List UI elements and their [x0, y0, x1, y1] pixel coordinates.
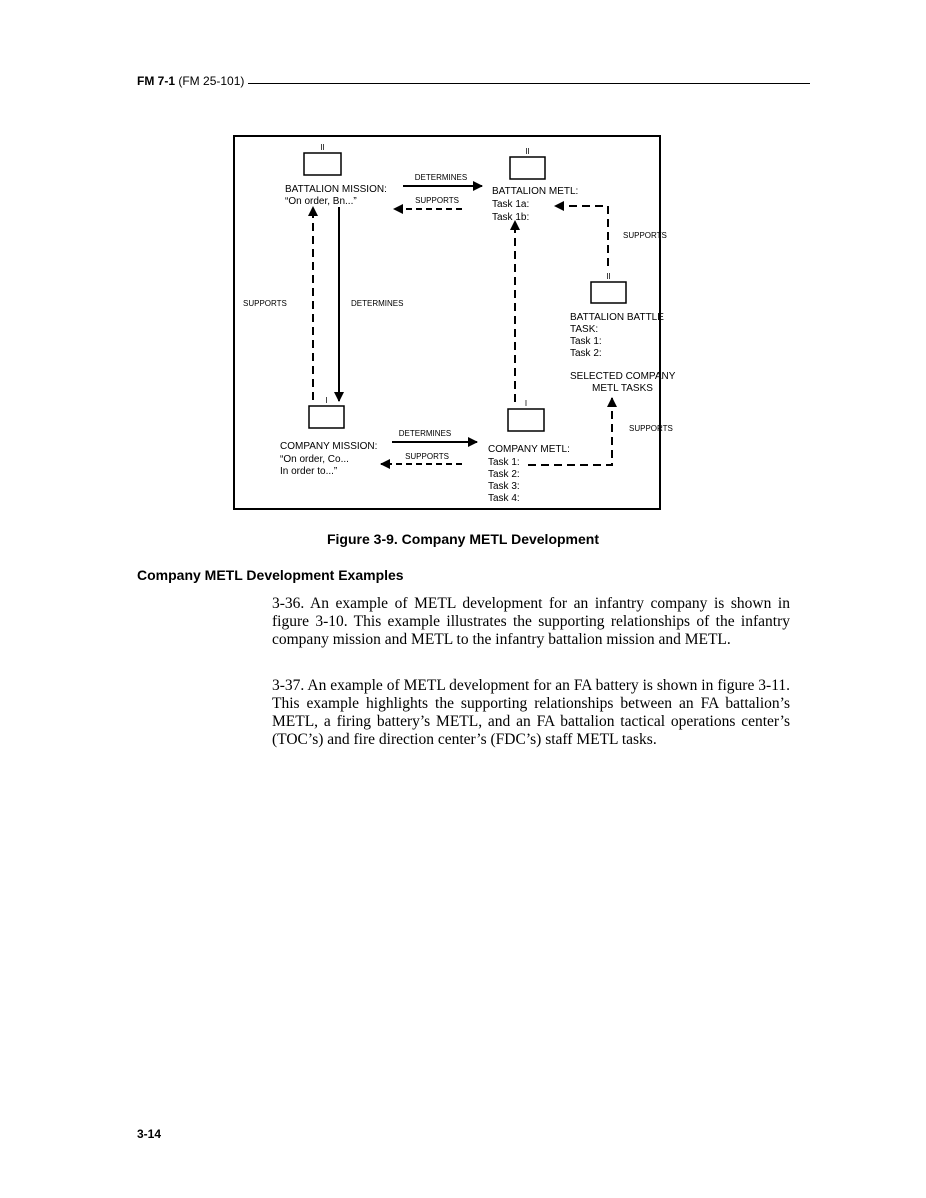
paragraph-3-37: 3-37. An example of METL development for an FA battery is shown in figure 3-11. This example highlights the supporting relationships between an FA battalion’s METL, a firing battery’s METL, and an FA battalion tactical operations center’s (TOC’s) and fire direction center’s (FDC’s) staff METL tasks.	[272, 677, 790, 748]
arrow-supports-battle-task	[555, 206, 608, 266]
battalion-metl-title: BATTALION METL:	[492, 186, 579, 197]
battalion-metl-task-1b: Task 1b:	[492, 212, 530, 223]
battalion-battle-task-title-2: TASK:	[570, 324, 599, 335]
label-supports-right-top: SUPPORTS	[623, 231, 667, 240]
company-metl-task-2: Task 2:	[488, 469, 520, 480]
header-doc-alt: (FM 25-101)	[178, 74, 245, 88]
metl-diagram	[233, 135, 676, 510]
battalion-metl-task-1a: Task 1a:	[492, 199, 530, 210]
header-doc-id: FM 7-1	[137, 74, 176, 88]
label-determines-left: DETERMINES	[351, 299, 404, 308]
company-metl-task-3: Task 3:	[488, 481, 520, 492]
running-header	[137, 72, 810, 92]
company-metl-task-1: Task 1:	[488, 457, 520, 468]
paragraph-3-36: 3-36. An example of METL development for an infantry company is shown in figure 3-10. This example illustrates the supporting relationships of the infantry company mission and METL to the infantry battalion mission and METL.	[272, 595, 790, 648]
company-metl-title: COMPANY METL:	[488, 444, 570, 455]
battalion-mission-title: BATTALION MISSION:	[285, 184, 387, 195]
label-supports-top: SUPPORTS	[415, 196, 459, 205]
company-mission-line-2: In order to...”	[280, 466, 338, 477]
selected-company-metl-line-1: SELECTED COMPANY	[570, 371, 676, 382]
company-metl-task-4: Task 4:	[488, 493, 520, 504]
selected-company-metl-line-2: METL TASKS	[592, 383, 653, 394]
battalion-echelon-mark: II	[320, 143, 325, 152]
label-determines-top: DETERMINES	[414, 173, 468, 182]
figure-3-9	[233, 135, 676, 510]
header-title	[137, 74, 248, 88]
battalion-battle-task-2: Task 2:	[570, 348, 602, 359]
battalion-metl-unit-symbol	[510, 147, 545, 179]
section-heading: Company METL Development Examples	[137, 567, 404, 583]
page-number: 3-14	[137, 1127, 162, 1141]
label-supports-right-bottom: SUPPORTS	[629, 424, 673, 433]
battalion-battle-task-1: Task 1:	[570, 336, 602, 347]
company-mission-title: COMPANY MISSION:	[280, 441, 378, 452]
figure-caption: Figure 3-9. Company METL Development	[326, 531, 599, 547]
company-echelon-mark: I	[325, 396, 328, 405]
company-mission-line-1: “On order, Co...	[280, 454, 349, 465]
battalion-mission-text: “On order, Bn...”	[285, 196, 357, 207]
label-supports-left: SUPPORTS	[243, 299, 287, 308]
company-metl-echelon-mark: I	[524, 399, 528, 408]
battalion-metl-echelon-mark: II	[525, 147, 530, 156]
label-supports-bottom: SUPPORTS	[405, 452, 449, 461]
battle-task-echelon-mark: II	[606, 272, 611, 281]
battalion-unit-symbol	[304, 143, 341, 175]
label-determines-bottom: DETERMINES	[398, 429, 452, 438]
battalion-battle-task-unit-symbol	[591, 272, 626, 303]
battalion-battle-task-title-1: BATTALION BATTLE	[570, 312, 664, 323]
company-metl-unit-symbol	[508, 399, 544, 431]
